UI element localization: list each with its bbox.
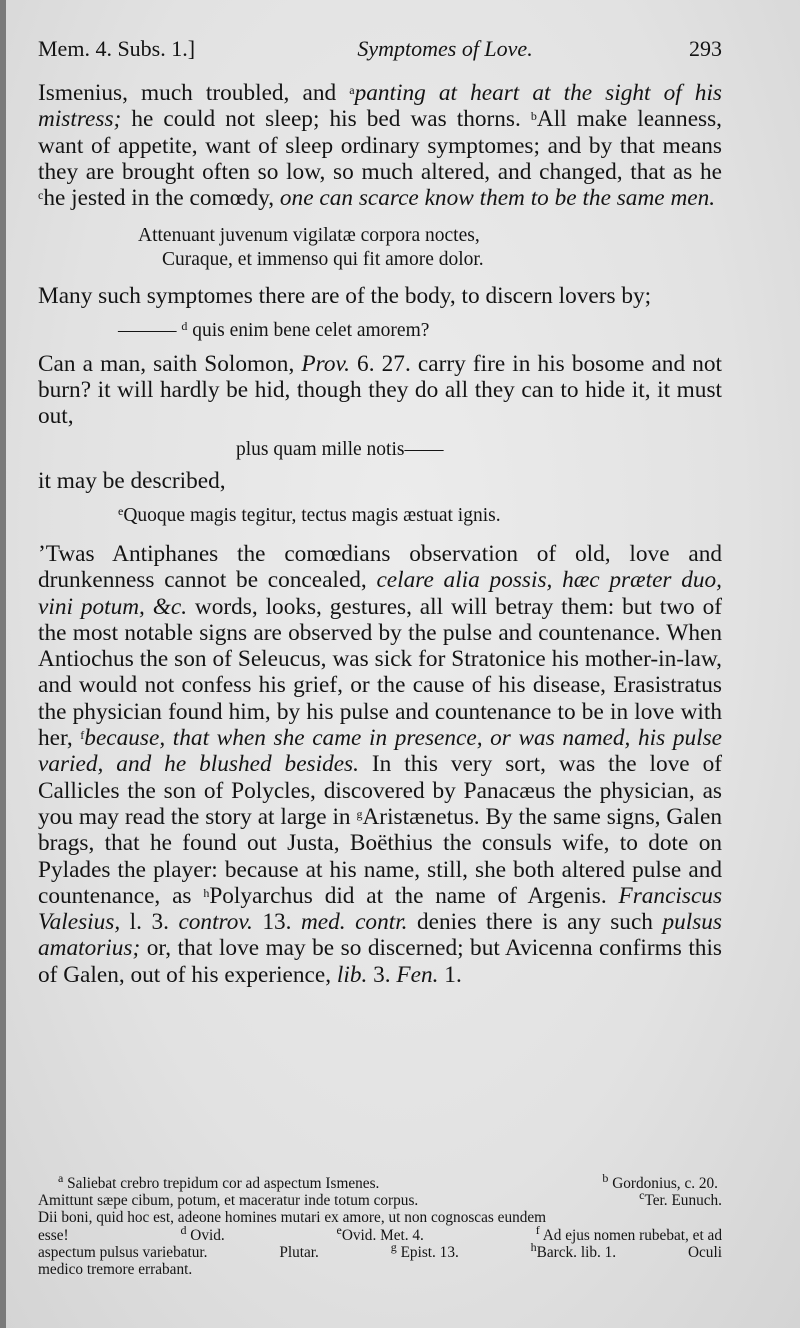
footnote-line bbox=[38, 1261, 722, 1278]
italic-run: one can scarce know them to be the same men. bbox=[279, 185, 716, 212]
paragraph-may-be-described: it may be described, bbox=[38, 467, 226, 494]
footnote-marker-d[interactable]: d bbox=[181, 318, 188, 333]
main-text bbox=[38, 34, 722, 988]
footnote-b bbox=[602, 1171, 722, 1192]
footnote-marker-a[interactable]: a bbox=[349, 83, 355, 97]
italic-run: Prov. bbox=[301, 350, 350, 377]
verse-line: Curaque, et immenso qui fit amore dolor. bbox=[162, 249, 484, 271]
italic-run: Fen. bbox=[396, 961, 439, 988]
page-edge-shadow bbox=[0, 0, 6, 1328]
verse-quis-enim bbox=[118, 319, 722, 343]
page-number: 293 bbox=[688, 36, 722, 61]
text-run: l. 3. bbox=[120, 909, 179, 936]
footnote-h bbox=[530, 1239, 617, 1261]
verse-line: quis enim bene celet amorem? bbox=[187, 319, 430, 341]
footnote-text: Ad ejus nomen rubebat, et ad bbox=[542, 1226, 722, 1244]
text-run: ’Twas Antiphanes the comœdians observation of old, love and drunkenness cannot be concealed, bbox=[38, 540, 722, 594]
footnote-marker: h bbox=[530, 1239, 537, 1254]
footnote-text: Dii boni, quid hoc est, adeone homines mutari ex amore, ut non cognoscas eundem bbox=[38, 1209, 547, 1227]
footnote-d bbox=[180, 1222, 225, 1244]
footnote-line bbox=[38, 1171, 722, 1192]
footnote-text: Ovid. Met. 4. bbox=[341, 1226, 424, 1244]
footnote-text: esse! bbox=[38, 1226, 69, 1244]
footnote-marker: e bbox=[336, 1222, 342, 1237]
text-run: Can a man, saith Solomon, bbox=[38, 350, 302, 377]
italic-run: med. contr. bbox=[300, 909, 408, 936]
verse-line: Attenuant juvenum vigilatæ corpora noctes, bbox=[138, 225, 480, 247]
text-run: denies there is any such bbox=[407, 909, 663, 936]
paragraph-ismenius bbox=[38, 80, 722, 211]
footnote-line bbox=[38, 1188, 722, 1210]
footnote-marker-e[interactable]: e bbox=[118, 503, 124, 518]
paragraph-antiphanes bbox=[38, 541, 722, 988]
text-run: words, looks, gestures, all will betray them: but two of the most notable signs are observed by the pulse and countenance. When Antiochus the son of Seleucus, was sick for Stratonice his mother-in-law, and would not confess his grief, or the cause of his disease, Erasistratus the physician found him, by his pulse and countenance to be in love with her, bbox=[38, 593, 722, 752]
running-header bbox=[38, 34, 722, 64]
footnote-c bbox=[639, 1188, 722, 1210]
running-title: Symptomes of Love. bbox=[357, 36, 533, 61]
footnote-marker: g bbox=[390, 1239, 397, 1254]
verse-dash: ——— bbox=[118, 319, 182, 341]
footnote-line bbox=[38, 1222, 722, 1244]
paragraph-solomon bbox=[38, 351, 722, 430]
footnote-text: Amittunt sæpe cibum, potum, et maceratur inde totum corpus. bbox=[38, 1192, 419, 1210]
footnote-text: Ter. Eunuch. bbox=[644, 1192, 722, 1210]
footnote-text: Oculi bbox=[687, 1243, 722, 1261]
text-run: or, that love may be so discerned; but Avicenna confirms this of Galen, out of his experience, bbox=[38, 935, 722, 988]
text-run: 6. 27. carry fire in his bosome and not burn? it will hardly be hid, though they do all they can to hide it, it must out, bbox=[38, 350, 722, 430]
verse-attenuant bbox=[138, 224, 722, 272]
italic-run: Franciscus Valesius, bbox=[38, 882, 723, 936]
section-reference: Mem. 4. Subs. 1.] bbox=[38, 36, 196, 61]
footnote-line bbox=[38, 1209, 722, 1226]
text-run: 1. bbox=[438, 961, 462, 988]
paragraph-many-symptomes: Many such symptomes there are of the body, to discern lovers by; bbox=[38, 283, 652, 310]
footnote-text: Saliebat crebro trepidum cor ad aspectum Ismenes. bbox=[67, 1175, 380, 1192]
verse-line: plus quam mille notis—— bbox=[236, 438, 444, 460]
footnote-marker: b bbox=[602, 1171, 609, 1185]
italic-run: lib. bbox=[336, 961, 368, 988]
footnote-text: aspectum pulsus variebatur. bbox=[38, 1243, 208, 1261]
italic-run: pulsus amatorius; bbox=[38, 909, 722, 962]
footnote-marker-g[interactable]: g bbox=[356, 806, 363, 821]
text-run: 13. bbox=[252, 909, 301, 936]
italic-run: controv. bbox=[178, 909, 253, 936]
footnote-text: Epist. 13. bbox=[400, 1243, 459, 1261]
italic-run: celare alia possis, hæc præter duo, vini potum, &c. bbox=[38, 567, 722, 620]
verse-line: Quoque magis tegitur, tectus magis æstuat ignis. bbox=[123, 504, 501, 526]
text-run: Aristænetus. By the same signs, Galen brags, that he found out Justa, Boëthius the consuls wife, to dote on Pylades the player: because at his name, still, she both altered pulse and countenance, as bbox=[38, 803, 722, 909]
footnote-a bbox=[38, 1171, 380, 1192]
italic-run: panting at heart at the sight of his mistress; bbox=[38, 80, 722, 133]
footnote-marker-f[interactable]: f bbox=[80, 728, 85, 743]
footnote-marker-b[interactable]: b bbox=[530, 109, 537, 124]
footnote-text: medico tremore errabant. bbox=[38, 1261, 193, 1279]
footnote-marker: c bbox=[639, 1188, 645, 1203]
footnote-line bbox=[38, 1239, 722, 1261]
text-run: he could not sleep; his bed was thorns. bbox=[121, 106, 531, 133]
footnote-marker: a bbox=[58, 1171, 64, 1185]
text-run: All make leanness, want of appetite, want of sleep ordinary symptomes; and by that means they are brought often so low, so much altered, and changed, that as he bbox=[38, 106, 722, 185]
text-run: Ismenius, much troubled, and bbox=[38, 80, 350, 106]
verse-quoque bbox=[118, 504, 722, 528]
footnote-text: Plutar. bbox=[279, 1243, 319, 1261]
text-run: In this very sort, was the love of Callicles the son of Polycles, discovered by Panacæus the physician, as you may read the story at large in bbox=[38, 751, 722, 830]
text-run: Polyarchus did at the name of Argenis. bbox=[209, 882, 619, 909]
footnote-g bbox=[390, 1239, 459, 1261]
footnote-f bbox=[535, 1222, 722, 1244]
footnote-text: Gordonius, c. 20. bbox=[612, 1175, 718, 1192]
footnote-marker: f bbox=[535, 1222, 540, 1237]
italic-run: because, that when she came in presence, or was named, his pulse varied, and he blushed besides. bbox=[38, 725, 723, 778]
verse-plus-quam bbox=[236, 438, 722, 462]
footnote-e bbox=[336, 1222, 424, 1244]
footnote-marker-c[interactable]: c bbox=[38, 188, 44, 203]
footnote-marker-h[interactable]: h bbox=[203, 885, 210, 900]
footnote-text: Barck. lib. 1. bbox=[536, 1243, 617, 1261]
footnote-marker: d bbox=[180, 1222, 187, 1237]
text-run: he jested in the comœdy, bbox=[43, 185, 280, 212]
text-run: 3. bbox=[367, 961, 397, 988]
footnotes bbox=[38, 1171, 722, 1279]
footnote-text: Ovid. bbox=[190, 1226, 225, 1244]
